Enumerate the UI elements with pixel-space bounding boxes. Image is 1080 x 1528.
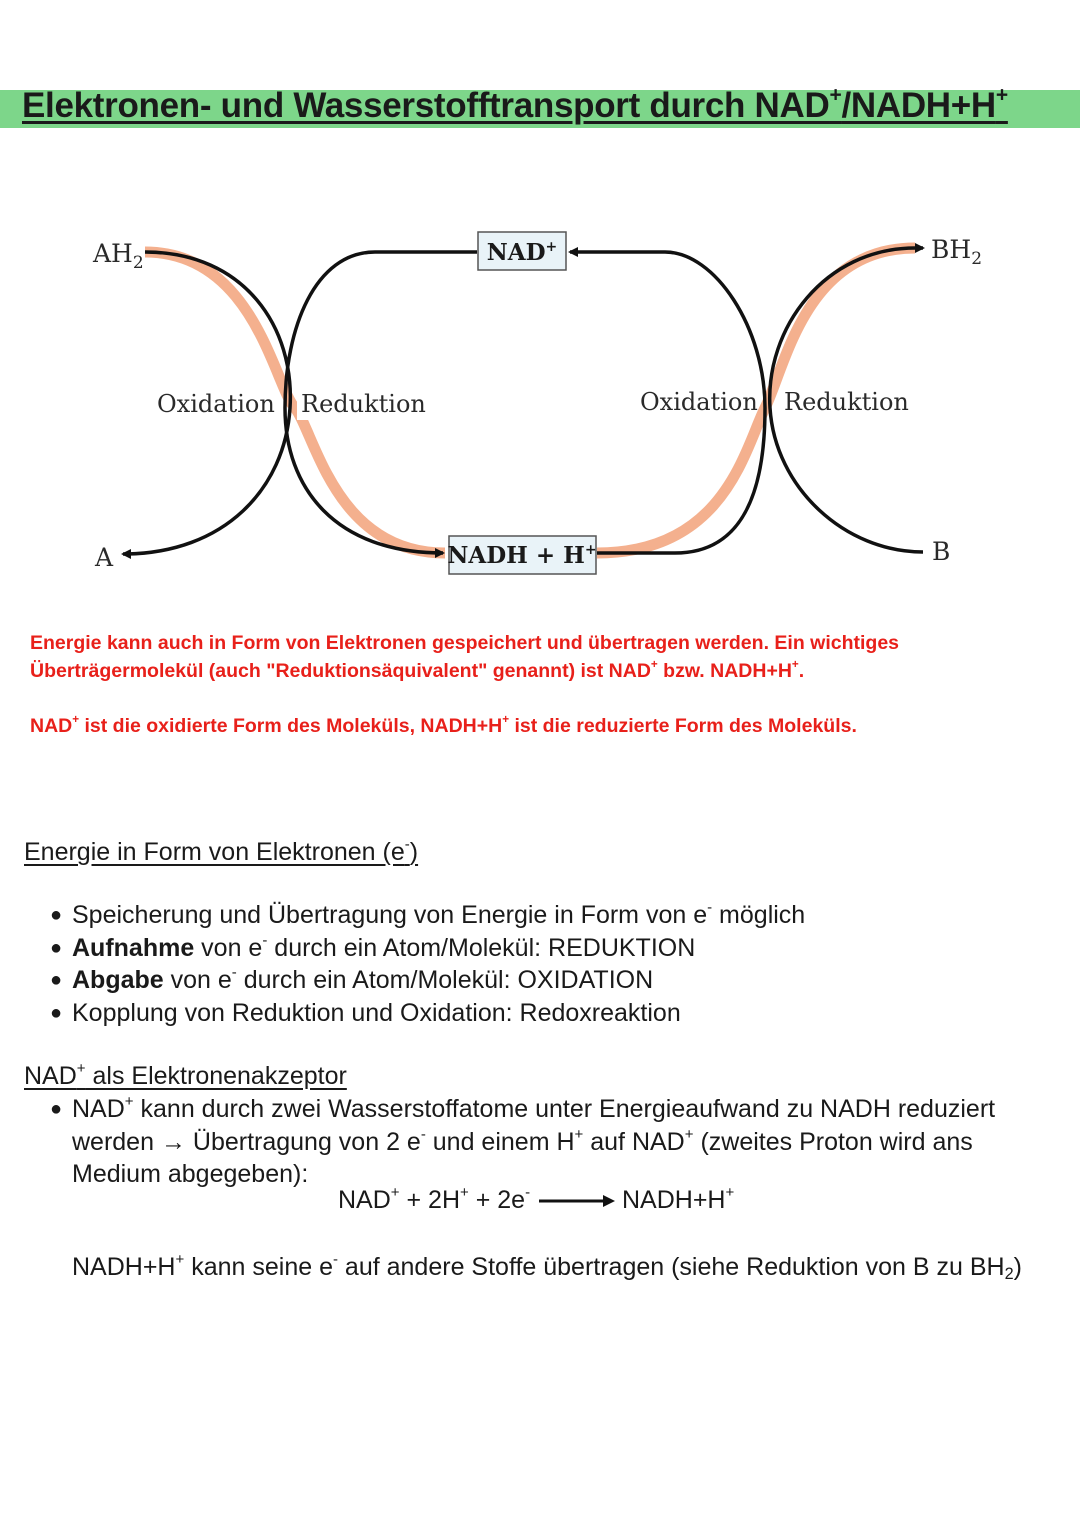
- nad-bullet-list: [50, 1093, 1065, 1191]
- energy-bullet-list: [50, 899, 805, 1029]
- intro-paragraph-1: Energie kann auch in Form von Elektronen gespeichert und übertragen werden. Ein wichtiges Überträgermolekül (auch "Reduktionsäquivalent" genannt) ist NAD+ bzw. NADH+H+.: [30, 632, 900, 682]
- reaction-arrow-icon: [537, 1194, 615, 1208]
- list-item: ● Aufnahme von e- durch ein Atom/Molekül: REDUKTION: [50, 932, 805, 965]
- right-reduktion-label: Reduktion: [784, 388, 909, 416]
- list-item: ● NAD+ kann durch zwei Wasserstoffatome unter Energieaufwand zu NADH reduziert werden → Übertragung von 2 e- und einem H+ auf NAD+ (zweites Proton wird ans Medium abgegeben):: [50, 1093, 1065, 1191]
- redox-cycle-diagram: [85, 218, 995, 608]
- section-heading-energy-electrons: Energie in Form von Elektronen (e-): [24, 835, 419, 866]
- label-ah2: $AH_2$: [93, 239, 144, 273]
- intro-paragraph-2: NAD+ ist die oxidierte Form des Moleküls, NADH+H+ ist die reduzierte Form des Moleküls.: [30, 713, 857, 737]
- list-item: ● Abgabe von e- durch ein Atom/Molekül: OXIDATION: [50, 964, 805, 997]
- label-a: A: [95, 543, 114, 572]
- page-title: Elektronen- und Wasserstofftransport durch NAD+/NADH+H+: [22, 83, 1008, 125]
- label-bh2: $BH_2$: [931, 235, 983, 269]
- nadh-transfer-paragraph: NADH+H+ kann seine e- auf andere Stoffe übertragen (siehe Reduktion von B zu $BH_2$): [72, 1250, 1022, 1284]
- nad-box-label: NAD+: [486, 239, 558, 266]
- left-oxidation-label: Oxidation: [157, 390, 275, 418]
- reduction-equation: NAD+ + 2H+ + 2e- NADH+H+: [338, 1183, 735, 1214]
- label-b: B: [932, 537, 951, 566]
- left-reduktion-label: Reduktion: [301, 390, 426, 418]
- list-item: ● Kopplung von Reduktion und Oxidation: Redoxreaktion: [50, 997, 805, 1030]
- list-item: ● Speicherung und Übertragung von Energie in Form von e- möglich: [50, 899, 805, 932]
- nadh-box-label: NADH + H+: [447, 542, 597, 569]
- section-heading-nad-acceptor: NAD+ als Elektronenakzeptor: [24, 1059, 347, 1090]
- right-oxidation-label: Oxidation: [640, 388, 758, 416]
